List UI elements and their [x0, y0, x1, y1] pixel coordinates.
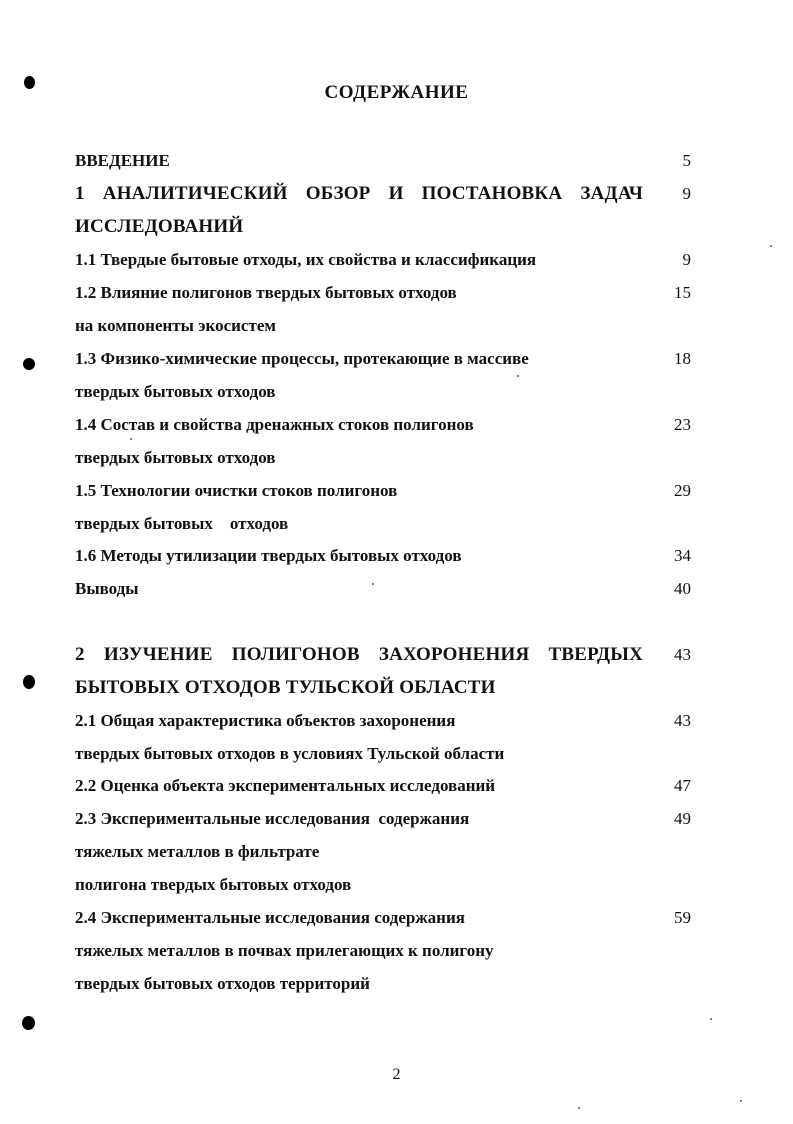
toc-page-chapter-2: 43	[674, 645, 691, 664]
toc-entry-chapter-2-cont: БЫТОВЫХ ОТХОДОВ ТУЛЬСКОЙ ОБЛАСТИ	[75, 677, 496, 698]
page-title: СОДЕРЖАНИЕ	[324, 82, 469, 103]
toc-entry-1-6: 1.6 Методы утилизации твердых бытовых отходов	[75, 546, 462, 565]
scan-speck	[578, 1107, 580, 1109]
scan-speck	[710, 1018, 712, 1020]
toc-page-2-4: 59	[674, 908, 691, 927]
scan-speck	[372, 583, 374, 585]
toc-entry-intro: ВВЕДЕНИЕ	[75, 151, 170, 170]
toc-entry-2-2: 2.2 Оценка объекта экспериментальных исследований	[75, 776, 496, 795]
toc-entry-1-4: 1.4 Состав и свойства дренажных стоков полигонов	[75, 415, 474, 434]
scan-speck	[517, 375, 519, 377]
toc-entry-1-3-cont: твердых бытовых отходов	[75, 382, 276, 401]
toc-page-2-1: 43	[674, 711, 691, 730]
toc-entry-1-3: 1.3 Физико-химические процессы, протекающие в массиве	[75, 349, 529, 368]
toc-entry-chapter-1-cont: ИССЛЕДОВАНИЙ	[75, 216, 244, 237]
toc-page-conclusions: 40	[674, 579, 691, 598]
toc-page-1-3: 18	[674, 349, 691, 368]
toc-entry-1-2: 1.2 Влияние полигонов твердых бытовых отходов	[75, 283, 457, 302]
toc-entry-2-3-cont: тяжелых металлов в фильтрате	[75, 842, 320, 861]
toc-page-1-4: 23	[674, 415, 691, 434]
toc-entry-conclusions: Выводы	[75, 579, 139, 598]
toc-entry-1-2-cont: на компоненты экосистем	[75, 316, 276, 335]
toc-entry-1-5-cont: твердых бытовых отходов	[75, 514, 289, 533]
toc-entry-2-4-cont-2: твердых бытовых отходов территорий	[75, 974, 370, 993]
page-number: 2	[392, 1066, 401, 1083]
punch-hole-mark	[23, 675, 35, 689]
toc-entry-chapter-2: 2 ИЗУЧЕНИЕ ПОЛИГОНОВ ЗАХОРОНЕНИЯ ТВЕРДЫХ	[75, 644, 643, 665]
toc-entry-1-4-cont: твердых бытовых отходов	[75, 448, 276, 467]
toc-page-2-3: 49	[674, 809, 691, 828]
punch-hole-mark	[23, 358, 35, 370]
scan-speck	[740, 1100, 742, 1102]
toc-entry-2-4-cont: тяжелых металлов в почвах прилегающих к полигону	[75, 941, 494, 960]
toc-entry-chapter-1: 1 АНАЛИТИЧЕСКИЙ ОБЗОР И ПОСТАНОВКА ЗАДАЧ	[75, 183, 643, 204]
toc-page-2-2: 47	[674, 776, 691, 795]
toc-entry-2-3-cont-2: полигона твердых бытовых отходов	[75, 875, 352, 894]
toc-entry-1-5: 1.5 Технологии очистки стоков полигонов	[75, 481, 398, 500]
punch-hole-mark	[22, 1016, 35, 1030]
toc-page-1-2: 15	[674, 283, 691, 302]
toc-entry-2-4: 2.4 Экспериментальные исследования содержания	[75, 908, 465, 927]
toc-entry-1-1: 1.1 Твердые бытовые отходы, их свойства и классификация	[75, 250, 537, 269]
toc-page-1-5: 29	[674, 481, 691, 500]
toc-entry-2-1-cont: твердых бытовых отходов в условиях Тульской области	[75, 744, 505, 763]
scan-speck	[130, 438, 132, 440]
toc-page-intro: 5	[682, 151, 691, 170]
toc-entry-2-3: 2.3 Экспериментальные исследования содержания	[75, 809, 470, 828]
toc-page-1-6: 34	[674, 546, 691, 565]
toc-entry-2-1: 2.1 Общая характеристика объектов захоронения	[75, 711, 456, 730]
toc-page-chapter-1: 9	[682, 184, 691, 203]
toc-page-1-1: 9	[682, 250, 691, 269]
scan-speck	[770, 245, 772, 247]
